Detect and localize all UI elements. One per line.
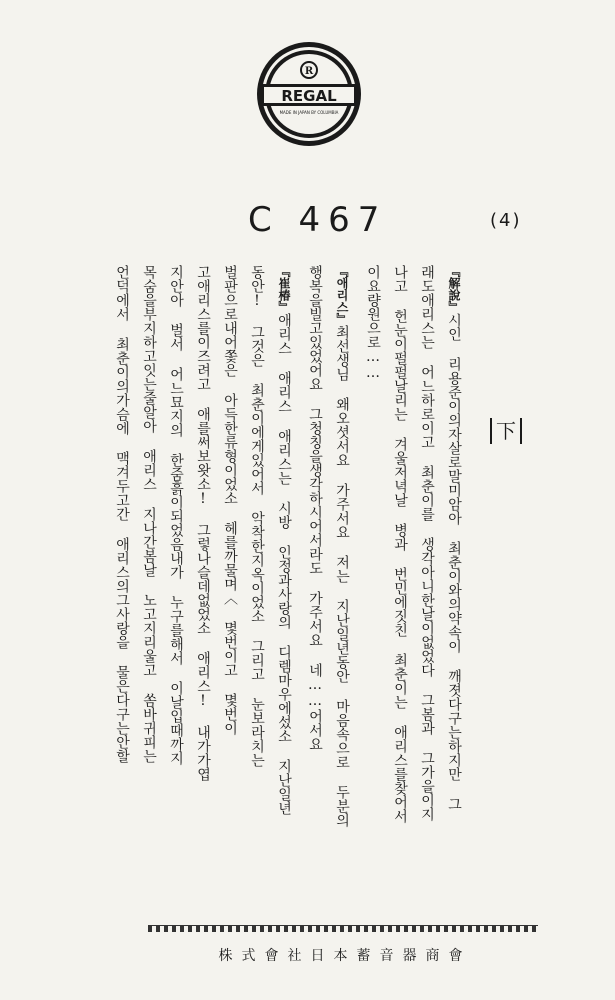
text-column — [140, 265, 158, 905]
text-column — [167, 265, 185, 905]
text-column — [364, 265, 382, 905]
text-column — [445, 265, 463, 905]
text-column — [275, 265, 293, 905]
column-text: 이요량원으로…… — [365, 265, 381, 381]
column-text: 시인 리용준이의자살로말미암아 최춘이와의약속이 깨졋다구는하지만 그 — [446, 313, 462, 811]
text-column — [113, 265, 131, 905]
text-column — [333, 265, 351, 905]
speaker-label: 『解說』 — [447, 265, 461, 313]
logo-fine-print: MADE IN JAPAN BY COLUMBIA — [279, 110, 339, 115]
column-text: 애리스 애리스 애리스는 시방 인정과사랑의 디렘마우에섰소 지난일년 — [276, 313, 292, 815]
text-column — [221, 265, 239, 905]
column-text: 벌판으로내어쫓은 아득한류형이었소 헤를까물며〈 몇번이고 몇번이 — [222, 265, 238, 735]
regal-label-logo — [255, 40, 363, 148]
logo-brand: REGAL — [281, 87, 337, 105]
record-label-emblem — [255, 40, 363, 148]
column-text: 동안! 그것은 최춘이에게있어서 악착한지옥이었소 그리고 눈보라치는 — [249, 265, 265, 767]
text-column — [391, 265, 409, 905]
divider-rule — [148, 925, 538, 932]
text-column — [306, 265, 324, 905]
speaker-label: 『崔椿』 — [277, 265, 291, 313]
text-column — [418, 265, 436, 905]
column-text: 목숨을부지하고잇는줄알아 애리스 지나간봄날 노고지리울고 쏨바귀피는 — [141, 265, 157, 763]
page-number: (4) — [490, 210, 522, 231]
column-text: 고애리스를이즈려고 애를써보왓소! 그렇나슬데없었소 애리스! 내가가엽 — [195, 265, 211, 781]
column-text: 언덕에서 최춘이의가슴에 맥겨두고간 애리스의그사랑을 물은다구는안할 — [114, 265, 130, 763]
column-text: 래도애리스는 어느하로이고 최춘이를 생각아니한날이없었다 그봄과 그가을이지 — [419, 265, 435, 821]
text-column — [248, 265, 266, 905]
column-text: 나고 헌눈이펄펄날리는 겨울저녁날 병과 번민에짓친 최춘이는 애리스를찾어서 — [392, 265, 408, 823]
column-text: 행복을빌고있었어요 그청칭을생각하시어서라도 가주서요 네……어서요 — [307, 265, 323, 751]
column-text: 최선생님 왜오셧서요 가주서요 저는 지난일년동안 마음속으로 두분의 — [334, 325, 350, 827]
catalog-number: C 467 — [248, 200, 388, 240]
publisher-footer: 株式會社日本蓄音器商會 — [218, 948, 472, 964]
text-column — [194, 265, 212, 905]
logo-monogram: R — [304, 66, 314, 77]
column-text: 지안아 벌서 어느묘지의 한줌흙이되었음내가 누구를해서 이날입때까지 — [168, 265, 184, 765]
part-mark: 下 — [490, 418, 522, 444]
speaker-label: 『애리스』 — [335, 265, 349, 325]
